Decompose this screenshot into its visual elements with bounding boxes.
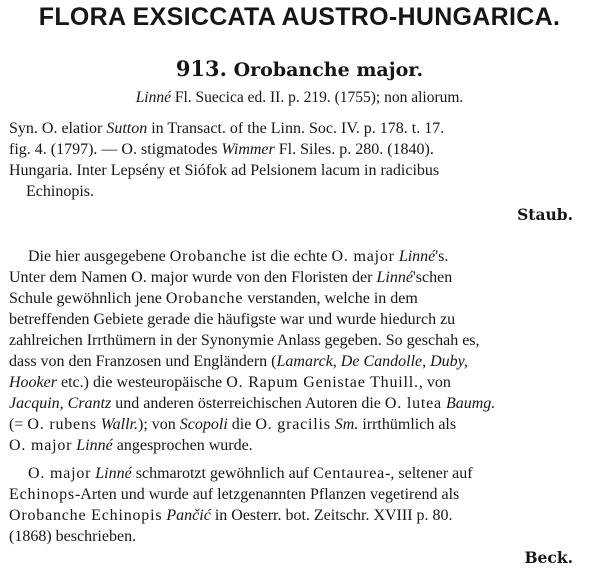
synonym-text: in Transact. of the Linn. Soc. IV. p. 178. t. 17.: [151, 120, 445, 137]
text: 's.: [435, 248, 449, 265]
author-name: Sm.: [334, 416, 359, 433]
specimen-number: 913.: [175, 56, 227, 81]
text: Echinops: [9, 486, 75, 503]
locality-line-2: Echinopis.: [26, 183, 94, 200]
text: die: [231, 416, 252, 433]
paragraph-1-line: [9, 394, 495, 414]
synonym-text: fig. 4. (1797). — O. stigmatodes: [9, 141, 218, 158]
text: Schule gewöhnlich jene: [9, 290, 162, 307]
species-title: [0, 56, 599, 81]
text: O. Rapum Genistae Thuill.: [226, 374, 419, 391]
text: (=: [9, 416, 24, 433]
paragraph-1-line: [9, 415, 456, 435]
paragraph-2-line: [9, 506, 453, 526]
text: O. major: [9, 437, 73, 454]
text: O. lutea: [384, 395, 442, 412]
author-signature: Beck.: [524, 548, 573, 567]
text: O. gracilis: [255, 416, 331, 433]
reference-citation: Fl. Suecica ed. II. p. 219. (1755); non aliorum.: [174, 89, 464, 106]
paragraph-2-line: (1868) beschrieben.: [9, 528, 137, 545]
text: in Oesterr. bot. Zeitschr. XVIII p. 80.: [214, 507, 453, 524]
text: ist die echte: [251, 248, 328, 265]
text: Orobanche: [169, 248, 248, 265]
text: O. rubens: [27, 416, 97, 433]
paragraph-1-line: betreffenden Gebiete gerade die häufigste war und wurde hiedurch zu: [9, 311, 456, 328]
author-name: Scopoli: [179, 416, 228, 433]
synonym-text: Fl. Siles. p. 280. (1840).: [278, 141, 434, 158]
text: , von: [418, 374, 451, 391]
author-name: Linné: [376, 269, 413, 286]
series-header: FLORA EXSICCATA AUSTRO-HUNGARICA.: [38, 3, 561, 31]
text: Die hier ausgegebene: [28, 248, 166, 265]
synonym-line-1: [9, 119, 444, 139]
reference-author: Linné: [135, 89, 171, 106]
author-name: Baumg.: [445, 395, 496, 412]
paragraph-1-line: [28, 247, 448, 267]
text: angesprochen wurde.: [116, 437, 253, 454]
text: O. major: [331, 248, 395, 265]
text: irrthümlich als: [362, 416, 457, 433]
author-name: Linné: [95, 465, 132, 482]
author-names: Lamarck, De Candolle, Duby,: [276, 353, 468, 370]
text: ); von: [137, 416, 176, 433]
paragraph-2-line: [9, 485, 459, 505]
synonym-line-2: [9, 140, 434, 160]
text: O. major: [28, 465, 92, 482]
author-name: Wallr.: [100, 416, 138, 433]
locality-line-1: Hungaria. Inter Lepsény et Siófok ad Pelsionem lacum in radicibus: [9, 162, 440, 179]
text: Unter dem Namen O. major wurde von den Floristen der: [9, 269, 373, 286]
species-name: Orobanche major.: [233, 59, 424, 81]
synonym-author: Sutton: [106, 120, 148, 137]
author-name: Hooker: [9, 374, 57, 391]
species-reference: [0, 89, 599, 107]
author-names: Jacquin, Crantz: [9, 395, 112, 412]
synonym-author: Wimmer: [221, 141, 275, 158]
text: Orobanche Echinopis: [9, 507, 163, 524]
text: etc.) die westeuropäische: [60, 374, 223, 391]
author-name: Pančić: [166, 507, 211, 524]
text: -Arten und wurde auf letzgenannten Pflanzen vegetirend als: [74, 486, 460, 503]
text: Orobanche: [165, 290, 244, 307]
paragraph-1-line: [9, 268, 452, 288]
text: -, seltener auf: [385, 465, 473, 482]
collector-signature: Staub.: [517, 205, 573, 224]
text: 'schen: [412, 269, 453, 286]
text: Centaurea: [313, 465, 386, 482]
text: schmarotzt gewöhnlich auf: [135, 465, 310, 482]
text: verstanden, welche in dem: [247, 290, 418, 307]
paragraph-1-line: zahlreichen Irrthümern in der Synonymie Anlass gegeben. So geschah es,: [9, 332, 480, 349]
paragraph-1-line: [9, 373, 451, 393]
paragraph-1-line: [9, 289, 418, 309]
paragraph-1-line: [9, 436, 253, 456]
synonym-text: Syn. O. elatior: [9, 120, 103, 137]
text: und anderen österreichischen Autoren die: [115, 395, 381, 412]
author-name: Linné: [76, 437, 113, 454]
author-name: Linné: [398, 248, 436, 265]
paragraph-2-line: [28, 464, 473, 484]
paragraph-1-line: [9, 352, 468, 372]
text: dass von den Franzosen und Engländern (: [9, 353, 277, 370]
